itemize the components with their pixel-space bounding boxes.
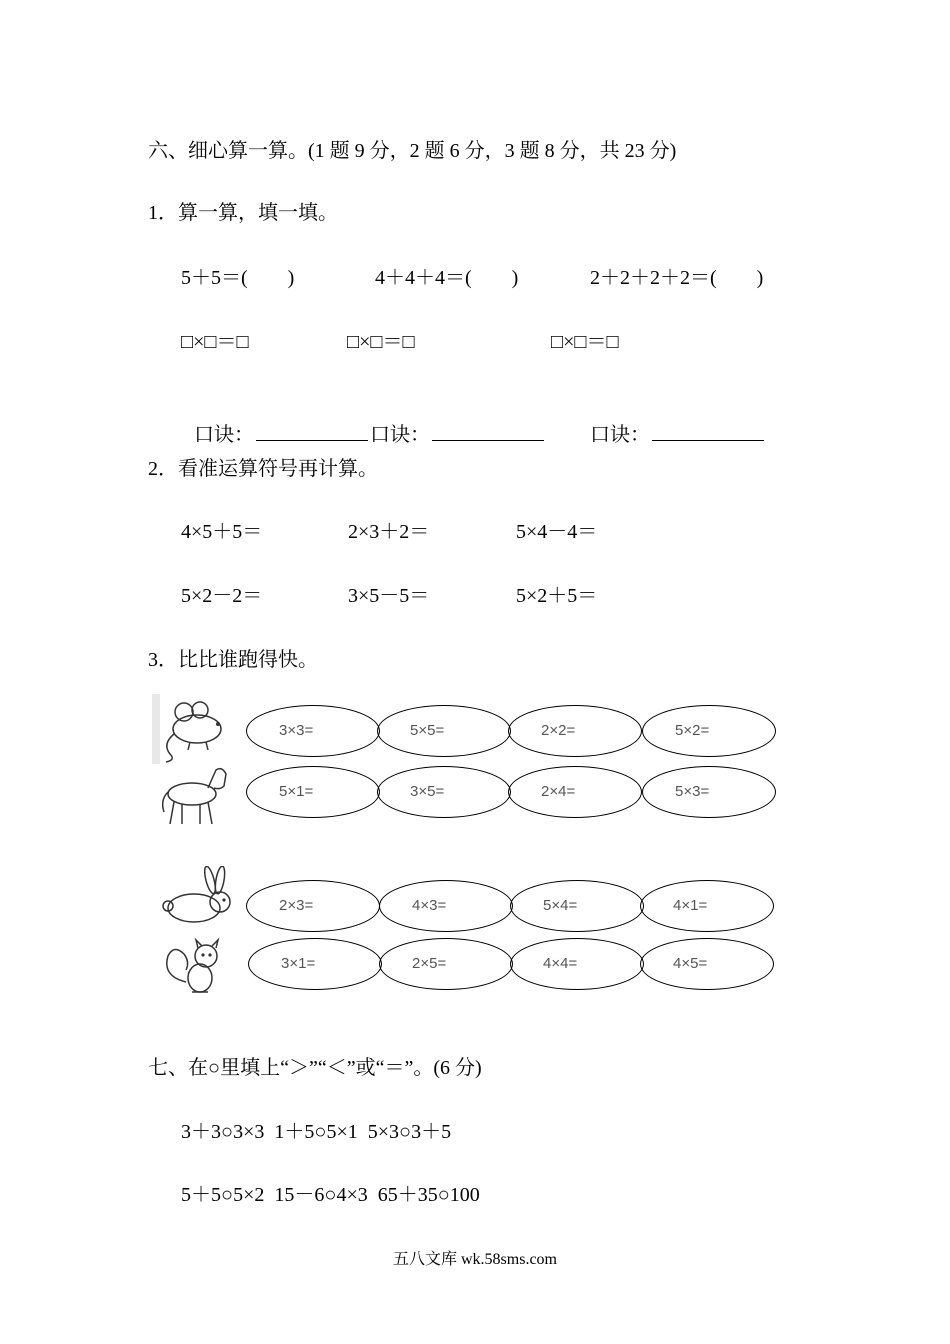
oval-answer[interactable]: 3×5= [377, 766, 511, 818]
oval-answer[interactable]: 5×5= [377, 705, 511, 757]
oval-answer[interactable]: 4×3= [379, 880, 513, 932]
q1-mult-2: □×□＝□ [347, 331, 415, 353]
oval-answer[interactable]: 4×1= [640, 880, 774, 932]
oval-answer[interactable]: 3×1= [248, 938, 382, 990]
oval-row-horse [0, 766, 950, 820]
q1-sum-1: 5＋5＝( ) [181, 267, 295, 289]
q2-expr-2: 2×3＋2＝ [348, 521, 430, 543]
oval-answer[interactable]: 4×5= [640, 938, 774, 990]
q2-expr-4: 5×2－2＝ [181, 585, 263, 607]
q1-rhyme-row [184, 392, 766, 449]
rhyme-label-3: 口诀： [590, 424, 650, 446]
oval-answer[interactable]: 5×2= [642, 705, 776, 757]
q1-mult-3: □×□＝□ [551, 331, 619, 353]
q1-sum-2: 4＋4＋4＝( ) [375, 267, 519, 289]
rhyme-label-1: 口诀： [194, 424, 254, 446]
q1-title: 1．算一算，填一填。 [148, 202, 338, 224]
oval-answer[interactable]: 4×4= [510, 938, 644, 990]
compare-row-2: 5＋5○5×2 15－6○4×3 65＋35○100 [181, 1184, 480, 1206]
oval-answer[interactable]: 2×3= [246, 880, 380, 932]
compare-row-1: 3＋3○3×3 1＋5○5×1 5×3○3＋5 [181, 1121, 452, 1143]
q1-mult-1: □×□＝□ [181, 331, 249, 353]
q2-expr-3: 5×4－4＝ [516, 521, 598, 543]
oval-row-rabbit [0, 880, 950, 934]
oval-answer[interactable]: 5×4= [510, 880, 644, 932]
rhyme-blank-2[interactable] [432, 420, 544, 441]
oval-answer[interactable]: 2×5= [379, 938, 513, 990]
q2-expr-6: 5×2＋5＝ [516, 585, 598, 607]
q2-title: 2．看准运算符号再计算。 [148, 458, 378, 480]
q2-expr-1: 4×5＋5＝ [181, 521, 263, 543]
rhyme-blank-1[interactable] [256, 420, 368, 441]
q3-title: 3．比比谁跑得快。 [148, 649, 318, 671]
footer-watermark: 五八文库 wk.58sms.com [392, 1251, 557, 1268]
oval-answer[interactable]: 2×2= [508, 705, 642, 757]
section-7-heading: 七、在○里填上“＞”“＜”或“＝”。(6 分) [148, 1057, 482, 1079]
section-6-heading: 六、细心算一算。(1 题 9 分，2 题 6 分，3 题 8 分，共 23 分) [148, 140, 677, 162]
oval-answer[interactable]: 5×3= [642, 766, 776, 818]
q1-sum-3: 2＋2＋2＋2＝( ) [590, 267, 764, 289]
q2-expr-5: 3×5－5＝ [348, 585, 430, 607]
rhyme-blank-3[interactable] [652, 420, 764, 441]
oval-answer[interactable]: 5×1= [246, 766, 380, 818]
oval-answer[interactable]: 2×4= [508, 766, 642, 818]
rhyme-label-2: 口诀： [370, 424, 430, 446]
oval-row-squirrel [0, 938, 950, 992]
oval-answer[interactable]: 3×3= [246, 705, 380, 757]
oval-row-mouse [0, 705, 950, 759]
